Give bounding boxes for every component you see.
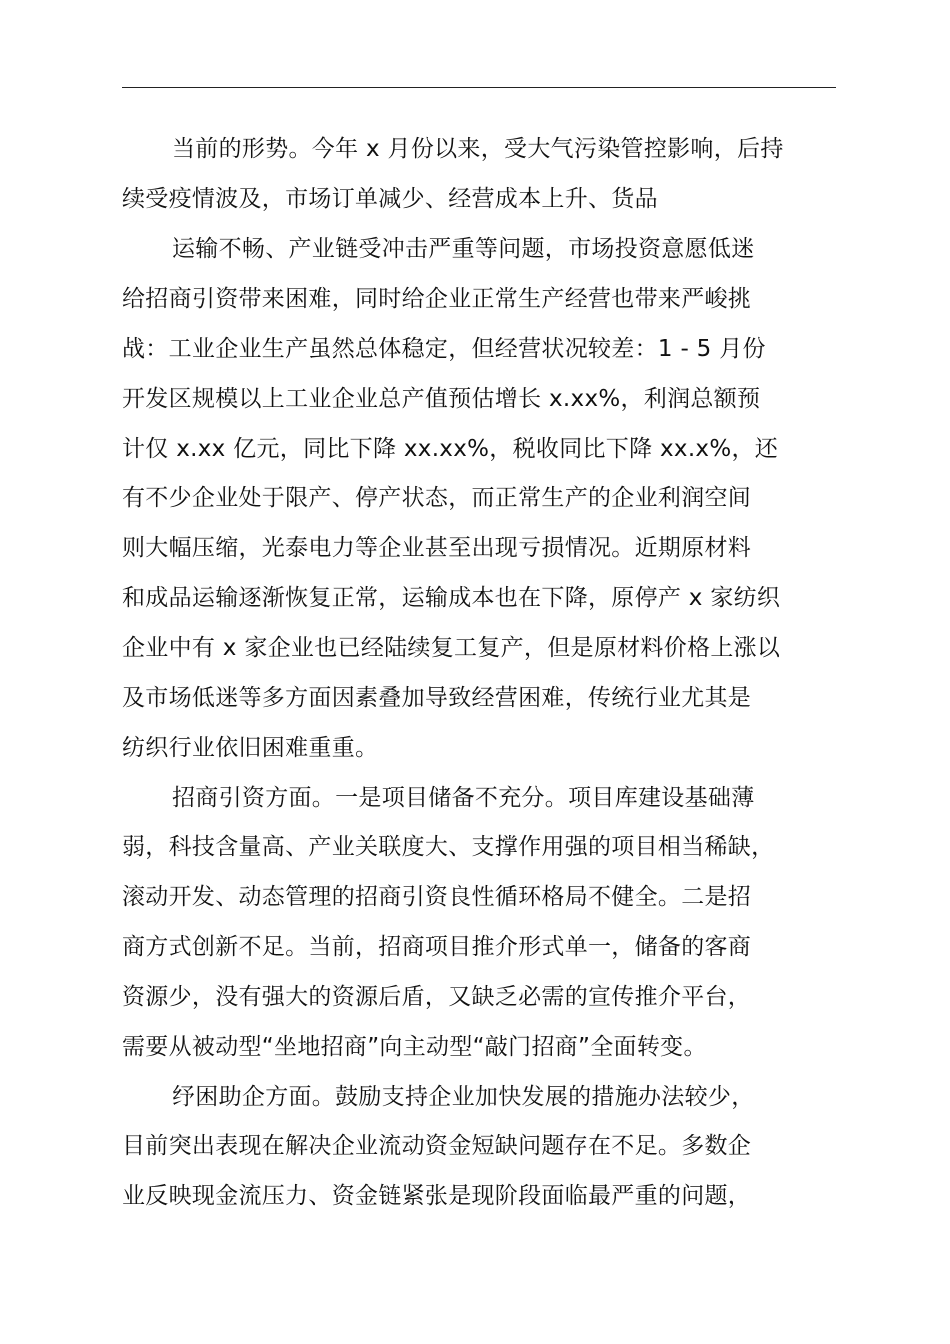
text-line: 则大幅压缩，光泰电力等企业甚至出现亏损情况。近期原材料 [122,535,752,561]
text-line: 给招商引资带来困难，同时给企业正常生产经营也带来严峻挑 [122,286,752,312]
text-line: 运输不畅、产业链受冲击严重等问题，市场投资意愿低迷 [172,236,755,262]
text-line: 战：工业企业生产虽然总体稳定，但经营状况较差：1 - 5 月份 [122,336,766,362]
text-line: 滚动开发、动态管理的招商引资良性循环格局不健全。二是招 [122,884,752,910]
text-line: 开发区规模以上工业企业总产值预估增长 x.xx%，利润总额预 [122,386,761,412]
text-line: 商方式创新不足。当前，招商项目推介形式单一，储备的客商 [122,934,752,960]
text-line: 弱，科技含量高、产业关联度大、支撑作用强的项目相当稀缺， [122,834,775,860]
text-line: 及市场低迷等多方面因素叠加导致经营困难，传统行业尤其是 [122,685,752,711]
text-line: 目前突出表现在解决企业流动资金短缺问题存在不足。多数企 [122,1133,752,1159]
text-line: 计仅 x.xx 亿元，同比下降 xx.xx%，税收同比下降 xx.x%，还 [122,436,779,462]
text-line: 当前的形势。今年 x 月份以来，受大气污染管控影响，后持 [172,136,784,162]
text-line: 有不少企业处于限产、停产状态，而正常生产的企业利润空间 [122,485,752,511]
text-line: 招商引资方面。一是项目储备不充分。项目库建设基础薄 [172,785,755,811]
text-line: 和成品运输逐渐恢复正常，运输成本也在下降，原停产 x 家纺织 [122,585,781,611]
text-line: 续受疫情波及，市场订单减少、经营成本上升、货品 [122,186,658,212]
text-line: 业反映现金流压力、资金链紧张是现阶段面临最严重的问题， [122,1183,752,1209]
text-line: 资源少，没有强大的资源后盾，又缺乏必需的宣传推介平台， [122,984,752,1010]
text-line: 需要从被动型“坐地招商”向主动型“敲门招商”全面转变。 [122,1034,707,1060]
text-line: 纾困助企方面。鼓励支持企业加快发展的措施办法较少， [172,1084,755,1110]
header-rule [122,87,836,88]
text-line: 企业中有 x 家企业也已经陆续复工复产，但是原材料价格上涨以 [122,635,781,661]
text-line: 纺织行业依旧困难重重。 [122,735,379,761]
